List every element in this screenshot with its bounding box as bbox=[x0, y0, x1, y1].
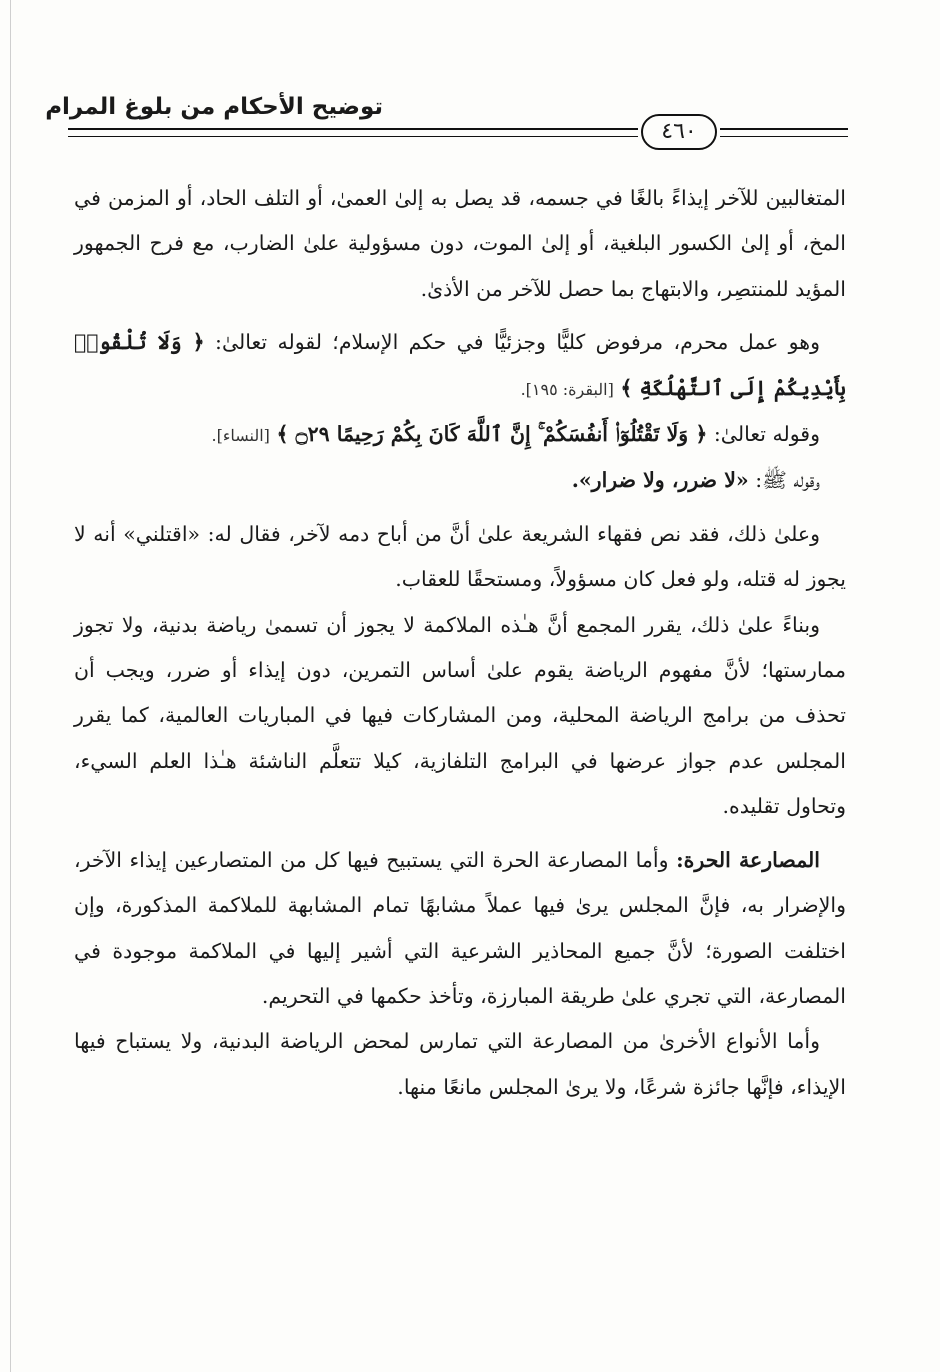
page-body bbox=[74, 176, 846, 1110]
paragraph-text: وهو عمل محرم، مرفوض كليًّا وجزئيًّا في حكم الإسلام؛ لقوله تعالىٰ: bbox=[215, 330, 820, 355]
section-heading: المصارعة الحرة: bbox=[676, 847, 820, 872]
paragraph-text: وقوله تعالىٰ: bbox=[713, 422, 820, 447]
paragraph-text: وقوله ﷺ: bbox=[755, 468, 820, 493]
paragraph: المتغالبين للآخر إيذاءً بالغًا في جسمه، قد يصل به إلىٰ العمىٰ، أو التلف الحاد، أو المزمن في المخ، أو إلىٰ الكسور البلغية، أو إلىٰ الموت، دون مسؤولية علىٰ الضارب، مع فرح الجمهور المؤيد للمنتصِر، والابتهاج بما حصل للآخر من الأذىٰ. bbox=[74, 186, 846, 301]
paragraph: وأما الأنواع الأخرىٰ من المصارعة التي تمارس لمحض الرياضة البدنية، ولا يستباح فيها الإيذاء، فإنَّها جائزة شرعًا، ولا يرىٰ المجلس مانعًا منها. bbox=[74, 1029, 846, 1099]
book-title: توضيح الأحكام من بلوغ المرام bbox=[45, 94, 383, 120]
paragraph: وعلىٰ ذلك، فقد نص فقهاء الشريعة علىٰ أنَّ من أباح دمه لآخر، فقال له: «اقتلني» أنه لا يجوز له قتله، ولو فعل كان مسؤولاً، ومستحقًا للعقاب. bbox=[74, 521, 846, 592]
paragraph bbox=[74, 838, 846, 1020]
quran-verse: ﴿ وَلَا تَقْتُلُوٓا۟ أَنفُسَكُمْ ۚ إِنَّ ٱللَّهَ كَانَ بِكُمْ رَحِيمًا ۝٢٩ ﴾ bbox=[276, 422, 708, 447]
paragraph bbox=[74, 458, 846, 503]
verse-reference: [البقرة: ١٩٥]. bbox=[520, 379, 614, 399]
paragraph bbox=[74, 320, 846, 412]
hadith-text: «لا ضرر، ولا ضرار». bbox=[571, 468, 749, 493]
header-rule bbox=[720, 136, 848, 137]
header-rule bbox=[68, 136, 638, 137]
paragraph bbox=[74, 412, 846, 458]
page-header bbox=[45, 90, 848, 170]
page-number: ٤٦٠ bbox=[641, 114, 717, 150]
paragraph: وبناءً علىٰ ذلك، يقرر المجمع أنَّ هـٰذه الملاكمة لا يجوز أن تسمىٰ رياضة بدنية، ولا تجوز ممارستها؛ لأنَّ مفهوم الرياضة يقوم علىٰ أساس التمرين، دون إيذاء أو ضرر، ويجب أن تحذف من برامج الرياضة المحلية، ومن المشاركات فيها في المباريات العالمية، كما يقرر المجلس عدم جواز عرضها في البرامج التلفازية، كيلا تتعلَّم الناشئة هـٰذا العلم السيء، وتحاول تقليده. bbox=[74, 612, 846, 819]
header-rule bbox=[68, 128, 638, 130]
quran-verse: ﴿ وَلَا تُلْقُوا۟ بِأَيْدِيكُمْ إِلَى ٱلتَّهْلُكَةِ ﴾ bbox=[74, 330, 846, 400]
verse-reference: [النساء]. bbox=[211, 426, 270, 446]
page-edge-line bbox=[10, 0, 11, 1372]
paragraph-text: وأما المصارعة الحرة التي يستبيح فيها كل من المتصارعين إيذاء الآخر، والإضرار به، فإنَّ المجلس يرىٰ فيها عملاً مشابهًا تمام المشابهة للملاكمة المذكورة، وإن اختلفت الصورة؛ لأنَّ جميع المحاذير الشرعية التي أشير إليها في الملاكمة موجودة في المصارعة، التي تجري علىٰ طريقة المبارزة، وتأخذ حكمها في التحريم. bbox=[74, 847, 846, 1008]
header-rule bbox=[720, 128, 848, 130]
